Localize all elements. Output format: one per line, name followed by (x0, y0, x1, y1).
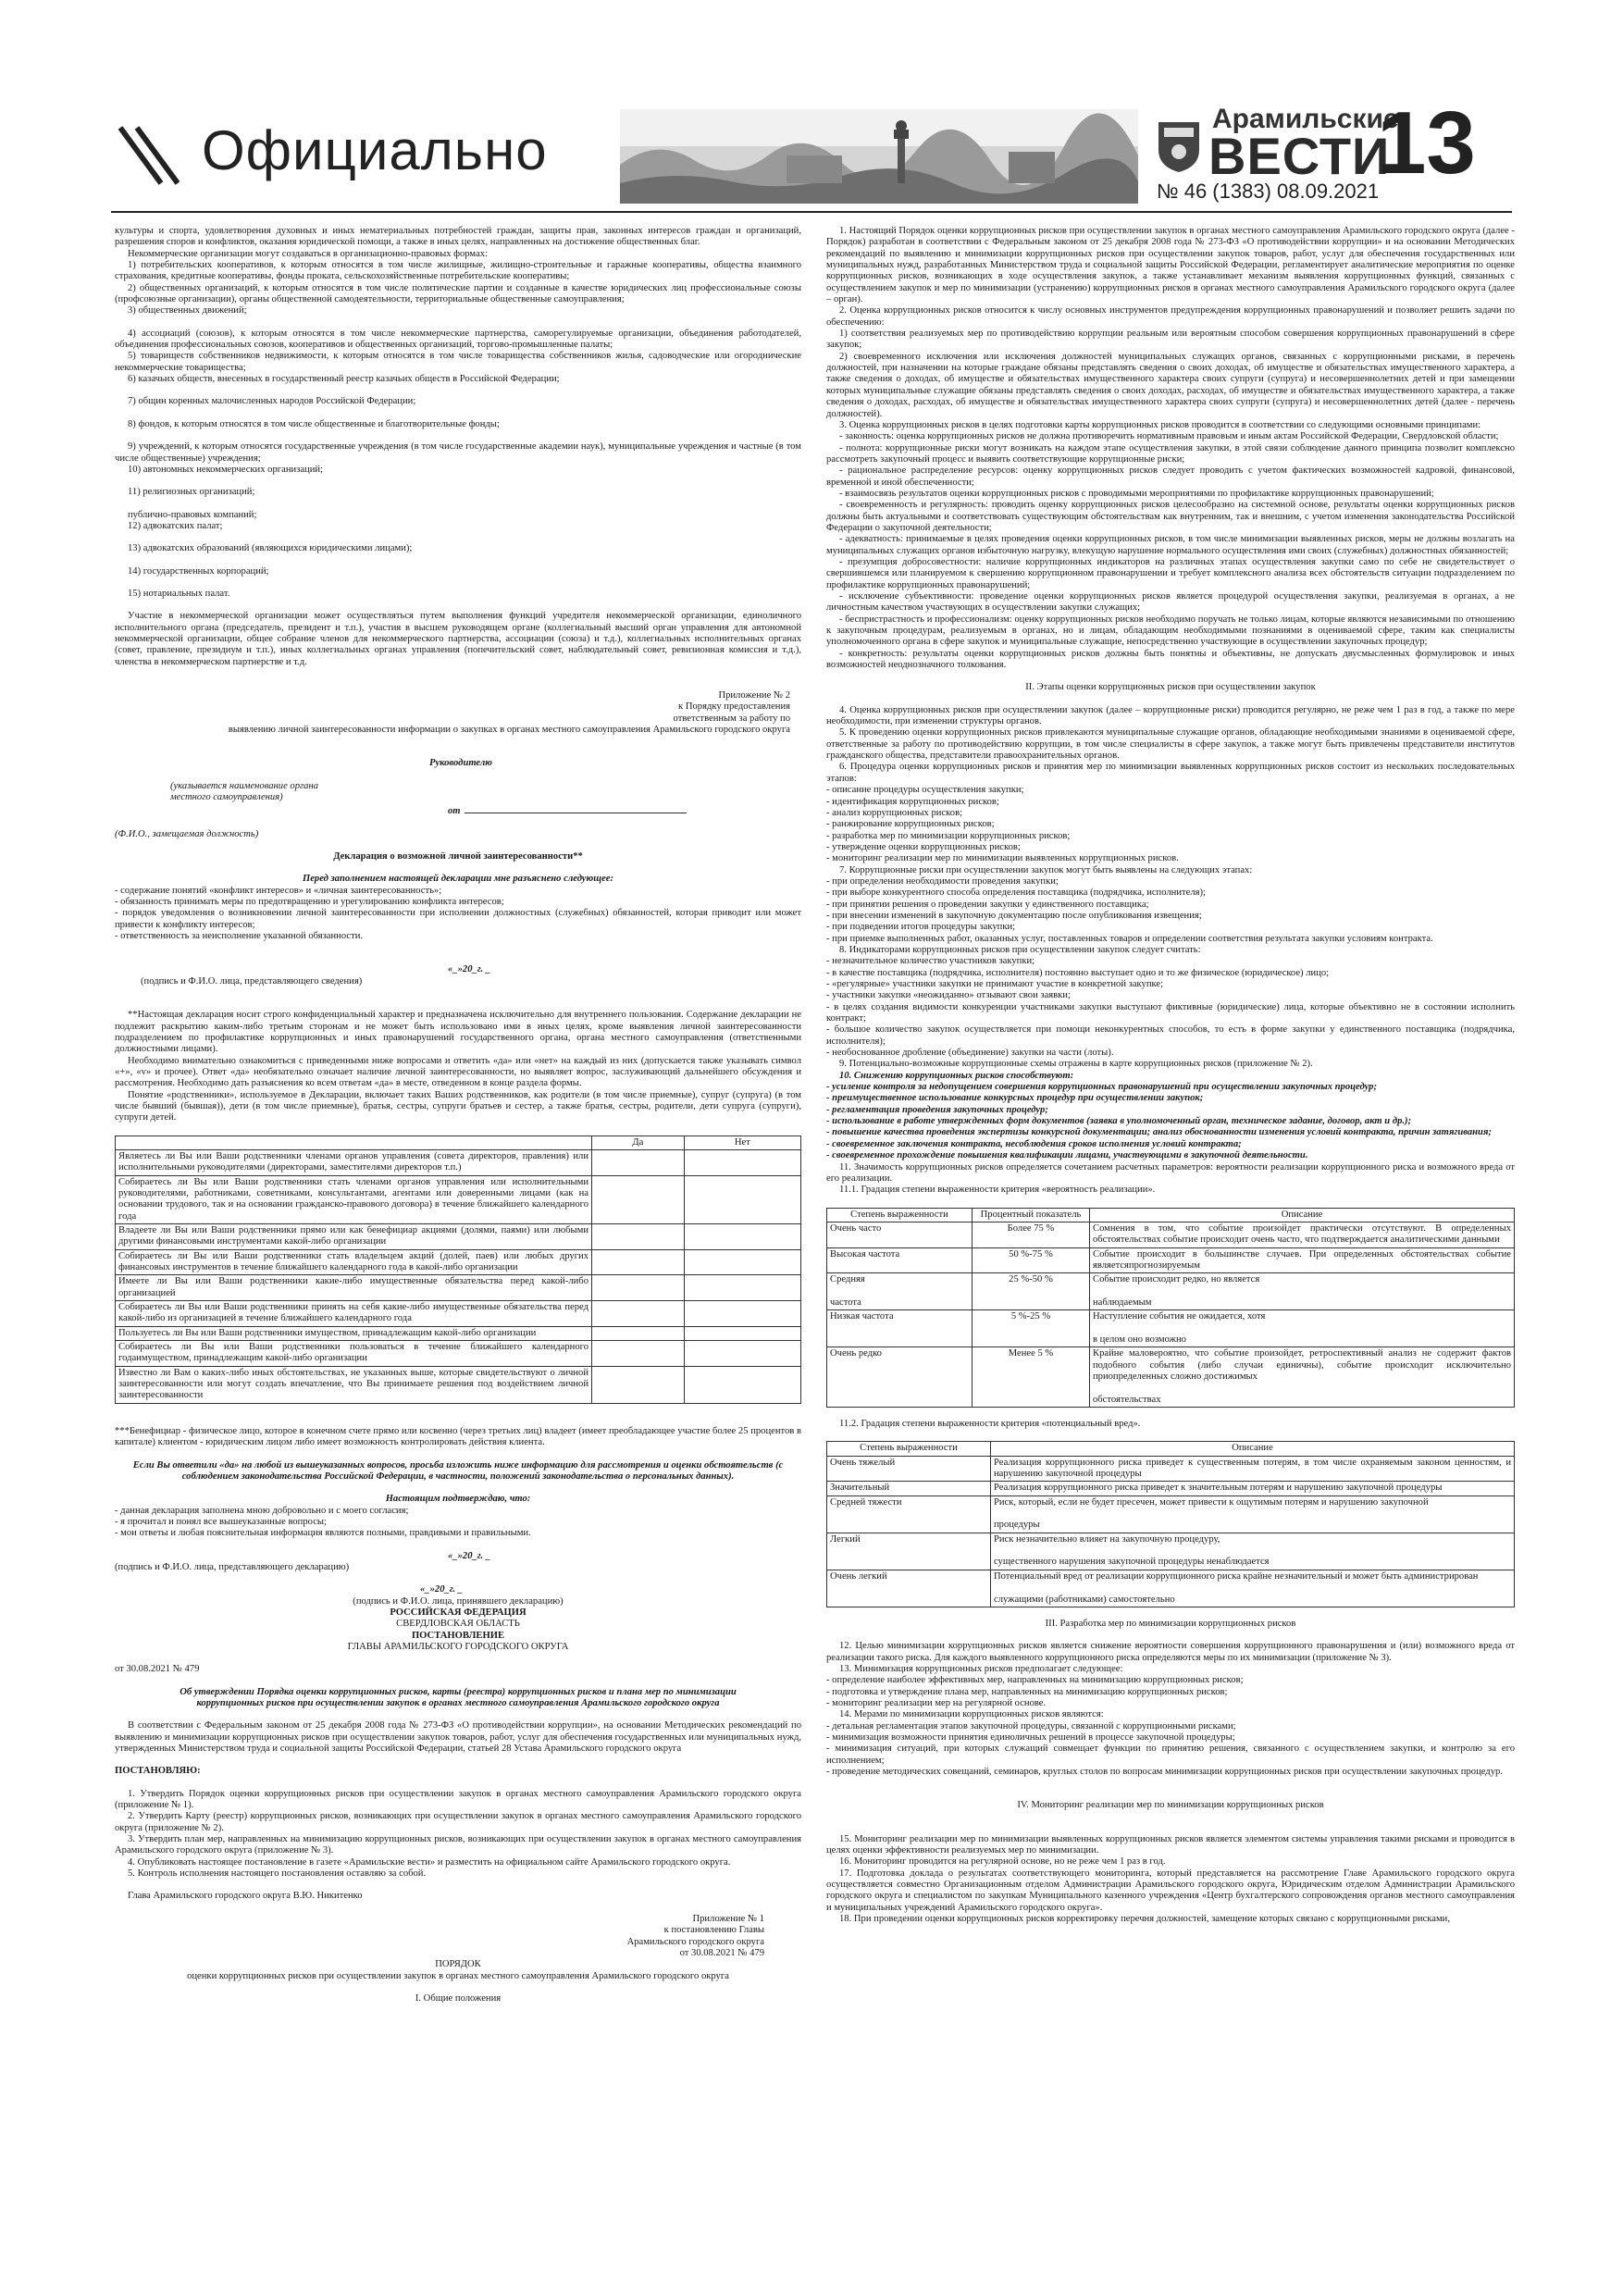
paragraph: - рациональное распределение ресурсов: оценку коррупционных рисков следует проводить с учетом фактических возможностей кадровой, финансовой, временной и иной обеспеченности; (826, 465, 1515, 488)
paragraph: В соответствии с Федеральным законом от 25 декабря 2008 года № 273-ФЗ «О противодействии коррупции», на основании Методических рекомендаций по выявлению и минимизации коррупционных рисков при осуществлении закупок товаров, работ, услуг для обеспечения государственных или муниципальных нужд, утвержденных Министерством труда и социальной защиты Российской Федерации, статьей 28 Устава Арамильского городского округа (115, 1720, 801, 1755)
issue-info: № 46 (1383) 08.09.2021 (1157, 180, 1380, 203)
table-cell: Значительный (827, 1482, 991, 1496)
paragraph: - необоснованное дробление (объединение) закупки на части (лоты). (826, 1048, 1114, 1059)
table-cell: Средняя частота (827, 1273, 973, 1310)
paragraph: - адекватность: принимаемые в целях проведения оценки коррупционных рисков, в том числе минимизации выявленных рисков, меры не должны возлагать на муниципальных служащих органов избыточную нагрузку, влекущую нарушение нормального осуществления ими своих (служебных) должностных обязанностей; (826, 534, 1515, 556)
paragraph: 2) своевременного исключения или исключения должностей муниципальных служащих органов, связанных с коррупционными рисками, в перечень должностей, при назначении на которые граждане обязаны представлять сведения о своих доходах, об имуществе и обязательствах имущественного характера, а также сведения о доходах, об имуществе и обязательствах имущественного характера своих супруги (супруга) и несовершеннолетних детей и при замещении которых муниципальные служащие обязаны представлять сведения о своих доходах, расходах, об имуществе и обязательствах имущественного характера, а также сведения о доходах, расходах, об имуществе и обязательствах имущественного характера своих супруги (супруга) и несовершеннолетних детей (далее - перечень должностей). (826, 351, 1515, 419)
table-cell: Риск, который, если не будет пресечен, может привести к ощутимым потерям и нарушению закупочной процедуры (991, 1496, 1515, 1533)
town-crest-icon (1157, 118, 1201, 174)
paragraph: 15. Мониторинг реализации мер по минимизации выявленных коррупционных рисков является элементом системы управления такими рисками и проводится в целях оценки эффективности реализуемых мер по минимизации. (826, 1833, 1515, 1855)
region-heading: СВЕРДЛОВСКАЯ ОБЛАСТЬ (396, 1619, 520, 1630)
organ-note: (указывается наименование органа местного самоуправления) (170, 780, 319, 803)
probability-table (826, 1208, 1515, 1409)
table-row (827, 1570, 1515, 1607)
yes-cell[interactable] (592, 1149, 685, 1175)
table-cell: Наступление события не ожидается, хотя в целом оно возможно (1090, 1310, 1515, 1347)
fio-note: (Ф.И.О., замещаемая должность) (115, 828, 259, 839)
paragraph: 18. При проведении оценки коррупционных рисков корректировку перечня должностей, замещение которых связано с коррупционными рисками, (839, 1914, 1450, 1925)
paragraph: - своевременное заключения контракта, несоблюдения сроков исполнения условий контракта; (826, 1138, 1242, 1149)
table-header-cell: Процентный показатель (973, 1208, 1090, 1222)
table-header-row (116, 1136, 801, 1149)
harm-table (826, 1441, 1515, 1607)
paragraph: - при приемке выполненных работ, оказанных услуг, поставленных товаров и определении соответствия результата закупки условиям контракта. (826, 933, 1433, 944)
paragraph: 15) нотариальных палат. (128, 588, 230, 599)
table-row (116, 1224, 801, 1250)
table-cell: Низкая частота (827, 1310, 973, 1347)
table-cell: 25 %-50 % (973, 1273, 1090, 1310)
paragraph: - конкретность: результаты оценки коррупционных рисков должны быть понятны и объективны, не допускать двусмысленных формулировок и иных возможностей неоднозначного толкования. (826, 648, 1515, 671)
paragraph: - проведение методических совещаний, семинаров, круглых столов по вопросам минимизации коррупционных рисков при осуществлении закупочных процедур. (826, 1766, 1503, 1777)
paragraph: **Настоящая декларация носит строго конфиденциальный характер и предназначена исключительно для внутреннего пользования. Содержание декларации не подлежит раскрытию каким-либо третьим сторонам и не может быть использовано ими в иных целях, кроме выявления личной заинтересованности подразделением по профилактике коррупционных и иных правонарушений государственного органа, органа местного самоуправления (ответственными должностными лицами). (115, 1010, 801, 1055)
date-line: «_»20_г. _ (448, 964, 491, 975)
table-row (827, 1273, 1515, 1310)
no-cell[interactable] (684, 1341, 800, 1367)
paragraph: 1) соответствия реализуемых мер по противодействию коррупции реальным или вероятным способом совершения коррупционных правонарушений в сфере закупок; (826, 329, 1515, 351)
paragraph: 1. Утвердить Порядок оценки коррупционных рисков при осуществлении закупок в органах местного самоуправления Арамильского городского округа (приложение № 1). (115, 1788, 801, 1811)
table-row (116, 1341, 801, 1367)
paragraph: - порядок уведомления о возникновении личной заинтересованности при исполнении должностных (служебных) обязанностей, которая приводит или может привести к конфликту интересов; (115, 908, 801, 930)
table-cell: Средней тяжести (827, 1496, 991, 1533)
table-row (116, 1249, 801, 1275)
double-slash-icon (115, 122, 180, 189)
declaration-intro: Перед заполнением настоящей декларации мне разъяснено следующее: (302, 874, 614, 885)
yes-cell[interactable] (592, 1224, 685, 1250)
paragraph: - обязанность принимать меры по предотвращению и урегулированию конфликта интересов; (115, 897, 504, 908)
paragraph: 2. Оценка коррупционных рисков относится к числу основных инструментов предупреждения коррупционных правонарушений и позволяет решить задачи по обеспечению: (826, 305, 1515, 328)
no-cell[interactable] (684, 1366, 800, 1403)
paragraph: 7) общин коренных малочисленных народов Российской Федерации; (128, 396, 416, 407)
paragraph: - ответственность за неисполнение указанной обязанности. (115, 931, 364, 942)
no-cell[interactable] (684, 1275, 800, 1301)
table-cell: Собираетесь ли Вы или Ваши родственники стать членами органов управления или исполнительными руководителями, работниками, советниками, консультантами, агентами или доверенными лицами (как на основании трудового, так и на основании гражданско-правового договора) в течение ближайшего календарного года (116, 1175, 592, 1223)
paragraph: 5. К проведению оценки коррупционных рисков привлекаются муниципальные служащие органов, обладающие необходимыми знаниями в оцениваемой сфере, ответственные за работу по противодействию коррупции, в том числе специалисты в сфере закупок, а также могут быть привлечены представители институтов гражданского общества, представители правоохранительных органов. (826, 727, 1515, 762)
appendix-1-label: Приложение № 1 к постановлению Главы Арамильского городского округа от 30.08.2021 № 479 (626, 1913, 764, 1958)
signature-caption: (подпись и Ф.И.О. лица, принявшего декларацию) (353, 1595, 564, 1607)
table-cell: Легкий (827, 1533, 991, 1570)
if-yes-note: Если Вы ответили «да» на любой из вышеуказанных вопросов, просьба изложить ниже информацию для рассмотрения и оценки обстоятельств (с соблюдением законодательства Российской Федерации, в частности, положений законодательства о персональных данных). (132, 1459, 784, 1482)
paragraph: 2. Утвердить Карту (реестр) коррупционных рисков, возникающих при осуществлении закупок в органах местного самоуправления Арамильского городского округа (приложение № 2). (115, 1811, 801, 1833)
yes-cell[interactable] (592, 1301, 685, 1327)
table-cell: Известно ли Вам о каких-либо иных обстоятельствах, не указанных выше, которые свидетельствуют о личной заинтересованности или могут создать впечатление, что Вы принимаете решения под воздействием личной заинтересованности (116, 1366, 592, 1403)
paragraph: ***Бенефициар - физическое лицо, которое в конечном счете прямо или косвенно (через третьих лиц) владеет (имеет преобладающее участие более 25 процентов в капитале) клиентом - юридическим лицом либо имеет возможность контролировать действия клиента. (115, 1425, 801, 1448)
paragraph: 4. Опубликовать настоящее постановление в газете «Арамильские вести» и разместить на официальном сайте Арамильского городского округа. (128, 1856, 731, 1868)
paragraph: 6. Процедура оценки коррупционных рисков и принятия мер по минимизации выявленных коррупционных рисков состоит из нескольких последовательных этапов: (826, 762, 1515, 784)
table-cell: Риск незначительно влияет на закупочную процедуру, существенного нарушения закупочной процедуры ненаблюдается (991, 1533, 1515, 1570)
paragraph: - содержание понятий «конфликт интересов» и «личная заинтересованность»; (115, 885, 442, 896)
table-cell: Событие происходит в большинстве случаев. При определенных обстоятельствах событие являетсяпрогнозируемым (1090, 1247, 1515, 1273)
table-cell: 50 %-75 % (973, 1247, 1090, 1273)
paragraph: публично-правовых компаний; (128, 509, 257, 520)
table-row (827, 1482, 1515, 1496)
resolve-heading: ПОСТАНОВЛЯЮ: (115, 1766, 201, 1777)
paragraph: 12) адвокатских палат; (128, 520, 223, 531)
document-number: от 30.08.2021 № 479 (115, 1664, 200, 1675)
table-cell: Являетесь ли Вы или Ваши родственники членами органов управления (совета директоров, правления) или исполнительными руководителями (директорами, заместителями директоров т.п.) (116, 1149, 592, 1175)
table-cell: Реализация коррупционного риска приведет к существенным потерям, в том числе охраняемым законом ценностям, и нарушению закупочной процедуры (991, 1456, 1515, 1482)
paragraph: 1) потребительских кооперативов, к которым относятся в том числе жилищные, жилищно-строительные и гаражные кооперативы, общества взаимного страхования, кредитные кооперативы, фонды проката, сельскохозяйственные потребительские кооперативы; (115, 260, 801, 282)
no-cell[interactable] (684, 1301, 800, 1327)
paragraph: - полнота: коррупционные риски могут возникать на каждом этапе осуществления закупки, в этой связи соблюдение данного принципа позволит комплексно рассмотреть закупочный процесс и выявить соответствующие коррупционные риски; (826, 442, 1515, 465)
town-panorama-image (620, 109, 1138, 204)
paragraph: - при определении необходимости проведения закупки; - при выборе конкурентного способа определения поставщика (подрядчика, исполнителя); - при принятии решения о проведении закупки у единственного поставщика; - при внесении изменений в закупочную документацию после опубликования извещения; - при подведении итогов процедуры закупки; (826, 875, 1206, 933)
paragraph: 4. Оценка коррупционных рисков при осуществлении закупок (далее – коррупционные риски) проводится регулярно, не реже чем 1 раз в год, а также по мере необходимости, при изменении структуры органов. (826, 704, 1515, 727)
table-cell: Очень часто (827, 1222, 973, 1247)
paragraph: - минимизация ситуаций, при которых служащий совмещает функции по принятию решения, связанного с осуществлением закупки, и контролю за его исполнением; (826, 1744, 1515, 1766)
left-column (115, 226, 801, 2004)
paragraph: 14) государственных корпораций; (128, 565, 269, 577)
table-row (116, 1366, 801, 1403)
section-heading: II. Этапы оценки коррупционных рисков при осуществлении закупок (1025, 682, 1316, 693)
table-header-cell: Описание (1090, 1208, 1515, 1222)
paragraph: - мои ответы и любая пояснительная информация являются полными, правдивыми и правильными. (115, 1528, 531, 1539)
table-header-cell: Да (592, 1136, 685, 1149)
signature-caption: (подпись и Ф.И.О. лица, представляющего сведения) (141, 975, 363, 987)
resolution-title: Об утверждении Порядка оценки коррупционных рисков, карты (реестра) коррупционных рисков и плана мер по минимизации коррупционных рисков при осуществлении закупок в органах местного самоуправления Арамильского городского округа (180, 1686, 737, 1708)
page-number: 13 (1377, 93, 1476, 192)
paragraph: 14. Мерами по минимизации коррупционных рисков являются: - детальная регламентация этапов закупочной процедуры, связанной с коррупционными рисками; - минимизация возможности принятия единоличных решений в процессе закупочной процедуры; (826, 1709, 1236, 1743)
table-row (116, 1301, 801, 1327)
paragraph: 7. Коррупционные риски при осуществлении закупок могут быть выявлены на следующих этапах: (839, 864, 1253, 875)
paragraph: 6) казачьих обществ, внесенных в государственный реестр казачьих обществ в Российской Федерации; (128, 374, 560, 385)
paragraph: 11) религиозных организаций; (128, 487, 255, 498)
paragraph: 8. Индикаторами коррупционных рисков при осуществлении закупок следует считать: (839, 944, 1201, 955)
paragraph: 8) фондов, к которым относятся в том числе общественные и благотворительные фонды; (128, 418, 500, 429)
paragraph: 5) товариществ собственников недвижимости, к которым относятся в том числе товарищества собственников жилья, садоводческие или огороднические некоммерческие товарищества; (115, 351, 801, 373)
declaration-title: Декларация о возможной личной заинтересованности** (333, 851, 583, 863)
document-type-heading: ПОСТАНОВЛЕНИЕ (411, 1630, 505, 1641)
paragraph: - повышение качества проведения экспертизы конкурсной документации; анализ обоснованности изменения условий контракта, причин затягивания; (826, 1127, 1492, 1138)
paragraph: 1. Настоящий Порядок оценки коррупционных рисков при осуществлении закупок в органах местного самоуправления Арамильского городского округа (далее - Порядок) разработан в соответствии с Федеральным законом от 25 декабря 2008 года № 273-ФЗ «О противодействии коррупции» и на основании Методических рекомендаций по выявлению и минимизации коррупционных рисков при осуществлении закупок товаров, работ, услуг для обеспечения государственных или муниципальных нужд, разработанных Министерством труда и социальной защиты Российской Федерации, регламентирует аналитические мероприятия по оценке коррупционных рисков, возникающих в ходе осуществления закупок, а также устанавливает механизм выявления коррупционных функций, связанных с осуществлением закупок и мер по минимизации (устранению) коррупционных рисков в органах местного самоуправления Арамильского городского округа (далее – орган). (826, 226, 1515, 305)
section-title: Официально (202, 119, 548, 181)
confirm-heading: Настоящим подтверждаю, что: (385, 1494, 531, 1505)
no-cell[interactable] (684, 1249, 800, 1275)
paragraph: - я прочитал и понял все вышеуказанные вопросы; (115, 1516, 327, 1527)
paragraph: 10) автономных некоммерческих организаций; (128, 464, 323, 475)
table-cell: Собираетесь ли Вы или Ваши родственники принять на себя какие-либо имущественные обязательства перед какой-либо из организацией в течение ближайшего календарного года (116, 1301, 592, 1327)
yes-cell[interactable] (592, 1326, 685, 1340)
table-row (827, 1496, 1515, 1533)
table-row (827, 1347, 1515, 1408)
header-divider (111, 211, 1512, 213)
table-cell: Событие происходит редко, но является наблюдаемым (1090, 1273, 1515, 1310)
paragraph: 12. Целью минимизации коррупционных рисков является снижение вероятности совершения коррупционного правонарушения и (или) возможного вреда от реализации такого риска. Для каждого выявленного коррупционного риска определяются меры по их минимизации (приложение № 3). (826, 1641, 1515, 1663)
paragraph: 3) общественных движений; (128, 305, 247, 316)
paragraph: - регламентация проведения закупочных процедур; (826, 1104, 1048, 1115)
signatory: Глава Арамильского городского округа В.Ю. Никитенко (128, 1891, 363, 1902)
addressee-heading: Руководителю (429, 758, 493, 769)
paragraph: 9. Потенциально-возможные коррупционные схемы отражены в карте коррупционных рисков (приложение № 2). (839, 1059, 1313, 1070)
yes-cell[interactable] (592, 1341, 685, 1367)
table-row (827, 1310, 1515, 1347)
paragraph: 11.1. Градация степени выраженности критерия «вероятность реализации». (839, 1185, 1156, 1196)
yes-cell[interactable] (592, 1249, 685, 1275)
signature-caption: (подпись и Ф.И.О. лица, представляющего декларацию) (115, 1561, 350, 1572)
paragraph: - в целях создания видимости конкуренции участниками закупки выступают фиктивные (юридические) лица, которые объективно не в состоянии исполнить контракт; (826, 1001, 1515, 1024)
no-cell[interactable] (684, 1149, 800, 1175)
paragraph: - использование в работе утвержденных форм документов (заявка в уполномоченный орган, техническое задание, договор, акт и др.); (826, 1116, 1412, 1127)
paragraph: Некоммерческие организации могут создаваться в организационно-правовых формах: (128, 248, 489, 259)
table-header-cell (116, 1136, 592, 1149)
yes-cell[interactable] (592, 1175, 685, 1223)
table-header-cell: Описание (991, 1442, 1515, 1456)
from-label: от (448, 803, 801, 817)
paragraph: - своевременность и регулярность: проводить оценку коррупционных рисков целесообразно на системной основе, результаты оценки коррупционных рисков должны быть актуальными и соответствовать существующим обстоятельствам как внутренним, так и внешним, с учетом изменения законодательства Российской Федерации о закупочной деятельности; (826, 500, 1515, 533)
paragraph: 5. Контроль исполнения настоящего постановления оставляю за собой. (128, 1868, 427, 1880)
no-cell[interactable] (684, 1326, 800, 1340)
no-cell[interactable] (684, 1224, 800, 1250)
authority-heading: ГЛАВЫ АРАМИЛЬСКОГО ГОРОДСКОГО ОКРУГА (347, 1641, 569, 1652)
table-row (827, 1222, 1515, 1247)
table-row (116, 1149, 801, 1175)
paragraph: - преимущественное использование конкурсных процедур при осуществлении закупок; (826, 1093, 1204, 1104)
paragraph: 3. Утвердить план мер, направленных на минимизацию коррупционных рисков, возникающих при осуществлении закупок в органах местного самоуправления Арамильского городского округа (приложение № 3). (115, 1834, 801, 1856)
declaration-table (115, 1136, 801, 1404)
section-heading: IV. Мониторинг реализации мер по минимизации коррупционных рисков (1017, 1800, 1324, 1811)
table-row (827, 1456, 1515, 1482)
paragraph: Понятие «родственники», используемое в Декларации, включает таких Ваших родственников, как родители (в том числе приемные), супруг (супруга) (в том числе бывший (бывшая)), дети (в том числе приемные), братья, сестры, супруги братьев и сестер, а также братья, сестры, родители, дети супруга (супруги), супруги детей. (115, 1089, 801, 1123)
paragraph: - взаимосвязь результатов оценки коррупционных рисков с проводимыми мероприятиями по профилактике коррупционных правонарушений; (839, 488, 1434, 499)
table-header-row (827, 1208, 1515, 1222)
paragraph: 13. Минимизация коррупционных рисков предполагает следующее: - определение наиболее эффективных мер, направленных на минимизацию коррупционных рисков; - подготовка и утверждение плана мер, направленных на минимизацию коррупционных рисков; - мониторинг реализации мер на регулярной основе. (826, 1663, 1244, 1708)
table-row (116, 1275, 801, 1301)
paragraph: 13) адвокатских образований (являющихся юридическими лицами); (128, 543, 413, 554)
table-cell: Очень легкий (827, 1570, 991, 1607)
paragraph: 3. Оценка коррупционных рисков в целях подготовки карты коррупционных рисков проводится в соответствии со следующими основными принципами: (839, 419, 1481, 430)
table-cell: Очень тяжелый (827, 1456, 991, 1482)
yes-cell[interactable] (592, 1366, 685, 1403)
paragraph: культуры и спорта, удовлетворения духовных и иных нематериальных потребностей граждан, защиты прав, законных интересов граждан и организаций, разрешения споров и конфликтов, оказания юридической помощи, а также в иных целях, направленных на достижение общественных благ. (115, 226, 801, 248)
table-header-cell: Нет (684, 1136, 800, 1149)
order-subtitle: оценки коррупционных рисков при осуществлении закупок в органах местного самоуправления Арамильского городского округа (187, 1970, 729, 1981)
table-cell: Высокая частота (827, 1247, 973, 1273)
paragraph: - беспристрастность и профессионализм: оценку коррупционных рисков необходимо поручать не только лицам, которые являются независимыми по отношению к закупочным процедурам, реализуемым в органах, но и лицам, обладающим необходимыми познаниями в оцениваемой сфере, таким как специалисты уполномоченного органа в сфере закупок и муниципальные служащие, непосредственно участвующие в осуществлении закупочных процедур; (826, 614, 1515, 648)
date-line: «_»20_г. _ (420, 1584, 464, 1595)
paragraph: - большое количество закупок осуществляется при помощи неконкурентных способов, то есть в форме закупки у единственного поставщика (подрядчика, исполнителя); (826, 1024, 1515, 1047)
section-heading: I. Общие положения (415, 1992, 502, 2004)
table-row (827, 1247, 1515, 1273)
appendix-2-label: Приложение № 2 к Порядку предоставления ответственным за работу по выявлению личной заинтересованности информации о закупках в органах местного самоуправления Арамильского городского округа (228, 689, 790, 735)
paragraph: 16. Мониторинг проводится на регулярной основе, но не реже чем 1 раз в год. (839, 1856, 1166, 1868)
table-cell: Более 75 % (973, 1222, 1090, 1247)
newspaper-brand-name: ВЕСТИ (1208, 127, 1391, 185)
no-cell[interactable] (684, 1175, 800, 1223)
table-header-cell: Степень выраженности (827, 1208, 973, 1222)
paragraph: 4) ассоциаций (союзов), к которым относятся в том числе некоммерческие партнерства, саморегулируемые организации, объединения работодателей, объединения профессиональных союзов, кооперативов и общественных организаций, торгово-промышленные палаты; (115, 328, 801, 351)
section-heading: III. Разработка мер по минимизации коррупционных рисков (1045, 1618, 1296, 1629)
table-header-cell: Степень выраженности (827, 1442, 991, 1456)
country-heading: РОССИЙСКАЯ ФЕДЕРАЦИЯ (390, 1607, 527, 1618)
paragraph: - исключение субъективности: проведение оценки коррупционных рисков является процедурой осуществления закупки, реализуемая в органах, а не личностным качеством участвующих в осуществлении закупки служащих; (826, 591, 1515, 614)
paragraph: - описание процедуры осуществления закупки; - идентификация коррупционных рисков; - анализ коррупционных рисков; - ранжирование коррупционных рисков; - разработка мер по минимизации коррупционных рисков; - утверждение оценки коррупционных рисков; - мониторинг реализации мер по минимизации выявленных коррупционных рисков. (826, 785, 1179, 864)
paragraph: - усиление контроля за недопущением совершения коррупционных правонарушений при осуществлении закупочных процедур; (826, 1082, 1377, 1093)
order-title: ПОРЯДОК (435, 1959, 481, 1970)
table-cell: Сомнения в том, что событие произойдет практически отсутствуют. В определенных обстоятельствах событие происходит очень часто, что подтверждается аналитическими данными (1090, 1222, 1515, 1247)
table-cell: Крайне маловероятно, что событие произойдет, ретроспективный анализ не содержит фактов подобного события (либо случаи единичны), событие происходит исключительно приопределенных сложно достижимых обстоятельствах (1090, 1347, 1515, 1408)
table-cell: Потенциальный вред от реализации коррупционного риска крайне незначительный и может быть администрирован служащими (работниками) самостоятельно (991, 1570, 1515, 1607)
table-cell: 5 %-25 % (973, 1310, 1090, 1347)
table-cell: Пользуетесь ли Вы или Ваши родственники имуществом, принадлежащим какой-либо организации (116, 1326, 592, 1340)
paragraph: 11.2. Градация степени выраженности критерия «потенциальный вред». (839, 1419, 1141, 1430)
paragraph: 9) учреждений, к которым относятся государственные учреждения (в том числе государственные академии наук), муниципальные учреждения и частные (в том числе общественные) учреждения; (115, 441, 801, 464)
newspaper-brand-top: Арамильские (1212, 104, 1399, 134)
paragraph: - своевременное прохождение повышения квалификации лицами, участвующими в закупочной деятельности. (826, 1150, 1308, 1161)
table-cell: Очень редко (827, 1347, 973, 1408)
paragraph: - законность: оценка коррупционных рисков не должна противоречить нормативным правовым и иным актам Российской Федерации, Свердловской области; (839, 431, 1499, 442)
date-line: «_»20_г. _ (448, 1550, 491, 1561)
paragraph: Необходимо внимательно ознакомиться с приведенными ниже вопросами и ответить «да» или «нет» на каждый из них (допускается также указывать символ «+», «v» и прочее). Ответ «да» необязательно означает наличие личной заинтересованности, но выявляет вопрос, заслуживающий дальнейшего обсуждения и рассмотрения. Необходимо дать разъяснения ко всем ответам «да» в месте, отведенном в конце раздела формы. (115, 1055, 801, 1089)
paragraph: 10. Снижению коррупционных рисков способствуют: (839, 1070, 1074, 1081)
yes-cell[interactable] (592, 1275, 685, 1301)
table-cell: Имеете ли Вы или Ваши родственники какие-либо имущественные обязательства перед какой-либо организацией (116, 1275, 592, 1301)
table-row (827, 1533, 1515, 1570)
paragraph: 17. Подготовка доклада о результатах соответствующего мониторинга, который представляется на рассмотрение Главе Арамильского городского округа осуществляется совместно Организационным отделом Администрации Арамильского городского округа, Юридическим отделом Администрации Арамильского городского округа и специалистом по закупкам Муниципального казенного учреждения «Центр бухгалтерского сопровождения органов местного самоуправления и муниципальных учреждений Арамильского городского округа». (826, 1868, 1515, 1913)
table-row (116, 1326, 801, 1340)
table-header-row (827, 1442, 1515, 1456)
right-column (826, 226, 1515, 1925)
paragraph: - незначительное количество участников закупки; - в качестве поставщика (подрядчика, исполнителя) постоянно выступает одно и то же физическое (юридическое) лицо; - «регулярные» участники закупки не принимают участие в конкретной закупке; - участники закупки «неожиданно» отзывают свои заявки; (826, 956, 1330, 1001)
paragraph: - презумпция добросовестности: наличие коррупционных индикаторов на различных этапах осуществления закупки само по себе не свидетельствует о свершившемся или планируемом к свершению коррупционном правонарушении и требует комплексного анализа всех обстоятельств ситуации подразделением по профилактике коррупционных правонарушений; (826, 556, 1515, 590)
paragraph: 2) общественных организаций, к которым относятся в том числе политические партии и созданные в качестве юридических лиц профессиональные союзы (профсоюзные организации), органы общественной самодеятельности, территориальные общественные самоуправления; (115, 282, 801, 305)
paragraph: Участие в некоммерческой организации может осуществляться путем выполнения функций учредителя некоммерческой организации, единоличного исполнительного органа (председатель, президент и т.п.), участия в высшем руководящем органе (коллегиальный высший орган управления для автономной некоммерческой организации, общее собрание членов для некоммерческого партнерства, ассоциации (союза) и т.д.), коллегиальных исполнительных органах (совет, правление, президиум и т.п.), иных коллегиальных органах управления (попечительский совет, наблюдательный совет, ревизионная комиссия и т.д.), членства в некоммерческом партнерстве и т.д. (115, 611, 801, 667)
table-cell: Менее 5 % (973, 1347, 1090, 1408)
table-row (116, 1175, 801, 1223)
table-cell: Владеете ли Вы или Ваши родственники прямо или как бенефициар акциями (долями, паями) или любыми другими финансовыми инструментами какой-либо организации (116, 1224, 592, 1250)
page-header (0, 0, 1623, 213)
table-cell: Реализация коррупционного риска приведет к значительным потерям и нарушению закупочной процедуры (991, 1482, 1515, 1496)
table-cell: Собираетесь ли Вы или Ваши родственники стать владельцем акций (долей, паев) или любых других финансовых инструментов в течение ближайшего календарного года в какой-либо организации (116, 1249, 592, 1275)
paragraph: 11. Значимость коррупционных рисков определяется сочетанием расчетных параметров: вероятности реализации коррупционного риска и возможного вреда от его реализации. (826, 1161, 1515, 1184)
paragraph: - данная декларация заполнена мною добровольно и с моего согласия; (115, 1505, 409, 1516)
table-cell: Собираетесь ли Вы или Ваши родственники пользоваться в течение ближайшего календарного годаимуществом, принадлежащим какой-либо организации (116, 1341, 592, 1367)
